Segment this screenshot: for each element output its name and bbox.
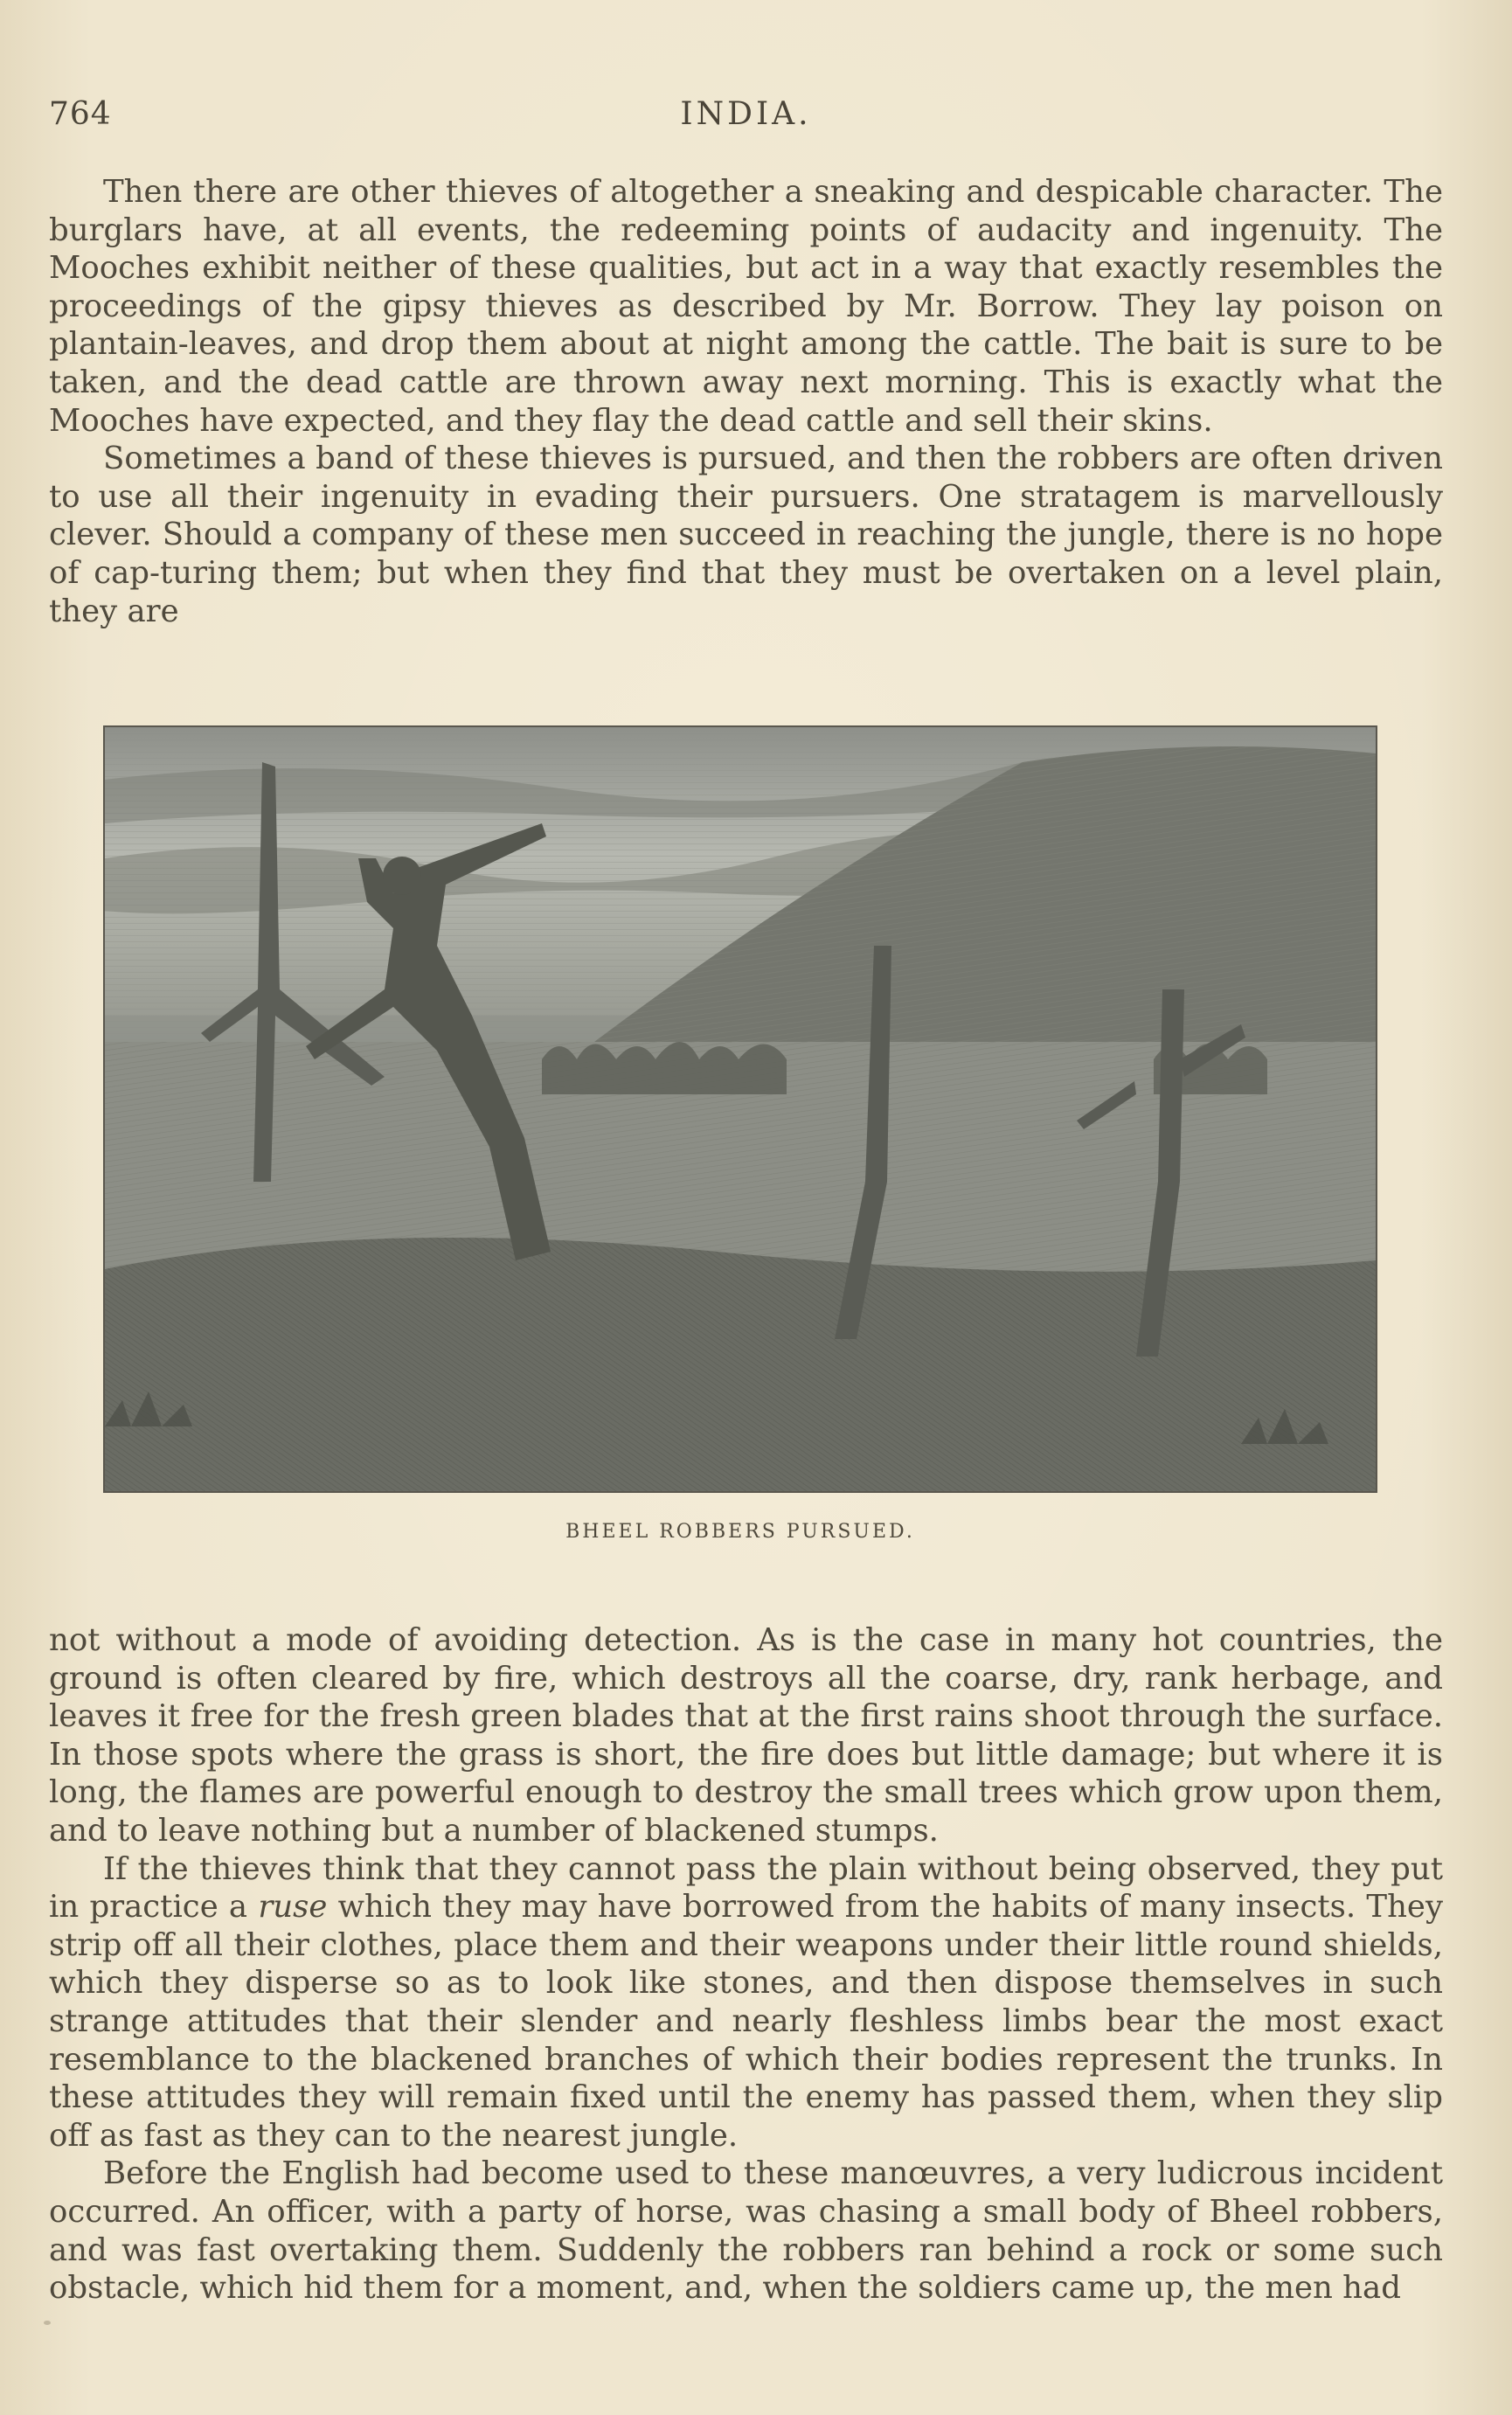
paragraph (49, 1850, 1443, 2155)
bottom-text-block (49, 1621, 1443, 2307)
paragraph-continuation: not without a mode of avoiding detection. As is the case in many hot countries, the ground is often cleared by fire, which destroys all the coarse, dry, rank herbage, and leaves it free for the fresh green blades that at the first rains shoot through the surface. In those spots where the grass is short, the fire does but little damage; but where it is long, the flames are powerful enough to destroy the small trees which grow upon them, and to leave nothing but a number of blackened stumps. (49, 1622, 1443, 1849)
paragraph: Then there are other thieves of altogether a sneaking and despicable character. The burglars have, at all events, the redeeming points of audacity and ingenuity. The Mooches exhibit neither of these qualities, but act in a way that exactly resembles the proceedings of the gipsy thieves as described by Mr. Borrow. They lay poison on plantain-leaves, and drop them about at night among the cattle. The bait is sure to be taken, and the dead cattle are thrown away next morning. This is exactly what the Mooches have expected, and they flay the dead cattle and sell their skins. (49, 174, 1443, 439)
running-title: INDIA. (680, 96, 812, 132)
text-run: If the thieves think that they cannot pass the plain without being observed, they put in practice a (49, 1850, 1443, 1926)
page-number: 764 (49, 96, 112, 132)
engraving-image (105, 727, 1376, 1491)
top-text-block (49, 173, 1443, 630)
paper-speck (44, 2321, 51, 2325)
paragraph: Before the English had become used to these manœuvres, a very ludicrous incident occurred. An officer, with a party of horse, was chasing a small body of Bheel robbers, and was fast overtaking them. Suddenly the robbers ran behind a rock or some such obstacle, which hid them for a moment, and, when the soldiers came up, the men had (49, 2155, 1443, 2307)
running-head (49, 96, 1443, 140)
figure-caption: BHEEL ROBBERS PURSUED. (565, 1521, 915, 1543)
text-run: which they may have borrowed from the habits of many insects. They strip off all their clothes, place them and their weapons under their little round shields, which they disperse so as to look like stones, and then dispose themselves in such strange attitudes that their slender and nearly fleshless limbs bear the most exact resemblance to the blackened branches of which their bodies represent the trunks. In these attitudes they will remain fixed until the enemy has passed them, when they slip off as fast as they can to the nearest jungle. (49, 1889, 1443, 2154)
italic-word: ruse (258, 1889, 328, 1926)
engraving-illustration (103, 725, 1377, 1493)
paragraph: Sometimes a band of these thieves is pursued, and then the robbers are often driven to use all their ingenuity in evading their pursuers. One stratagem is marvellously clever. Should a company of these men succeed in reaching the jungle, there is no hope of cap-turing them; but when they find that they must be overtaken on a level plain, they are (49, 441, 1443, 629)
